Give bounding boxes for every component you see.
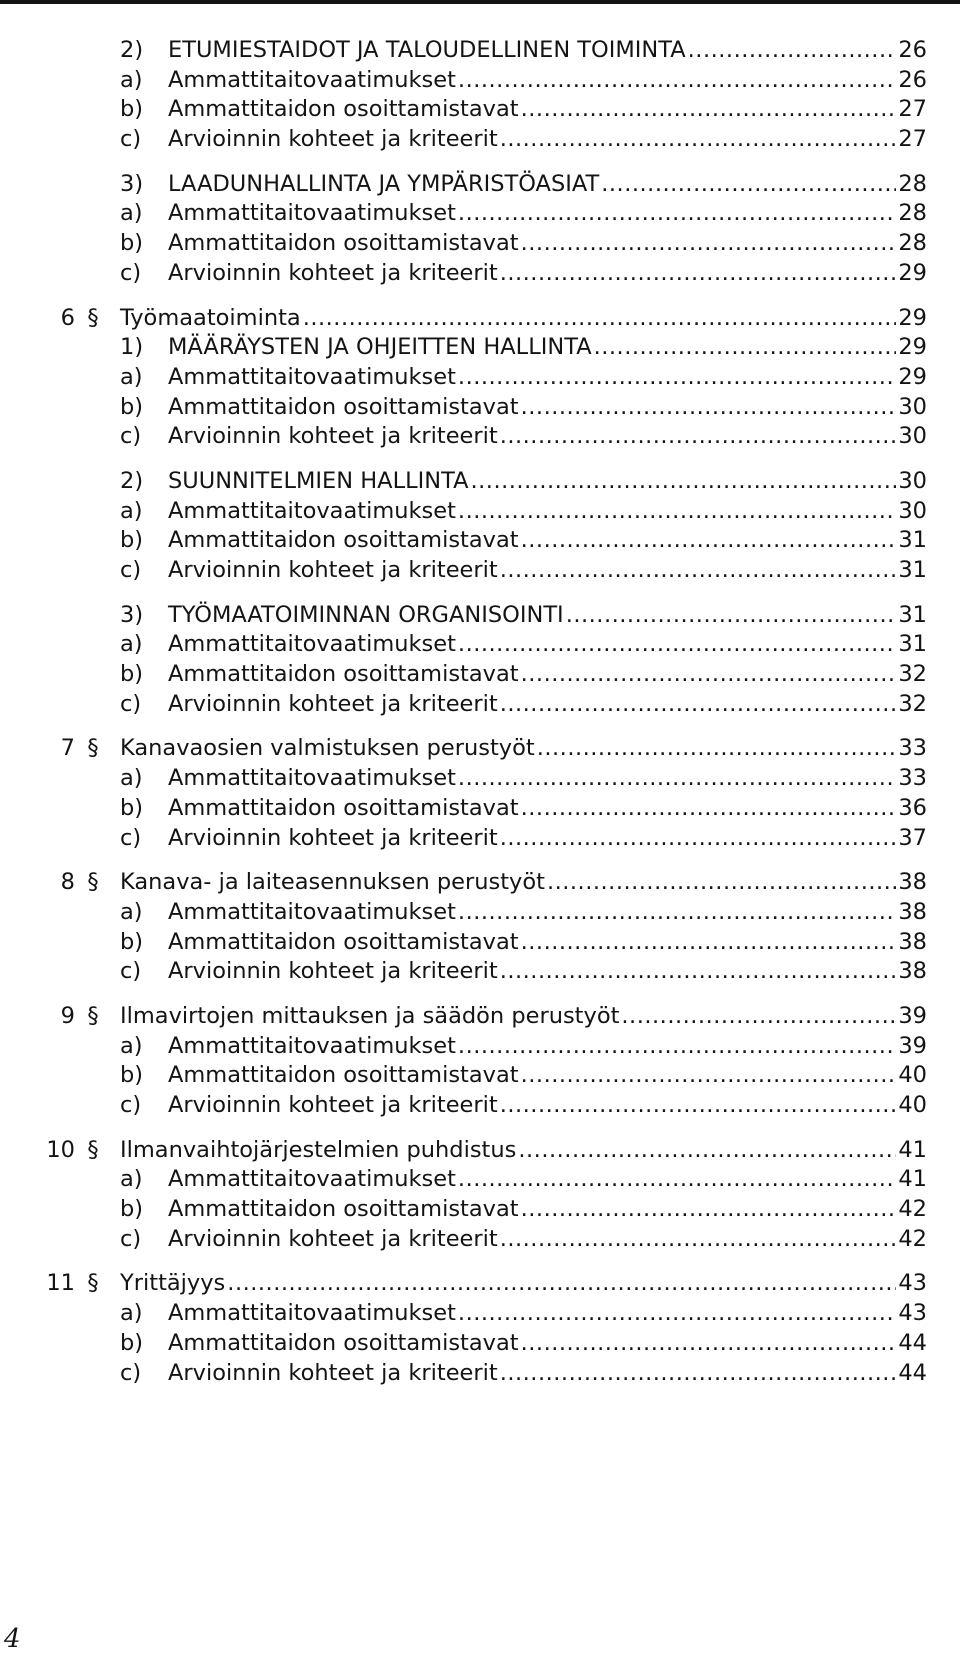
- entry-marker: b): [120, 527, 144, 554]
- toc-link[interactable]: [120, 229, 927, 259]
- page-ref: 41: [898, 1166, 927, 1193]
- dot-leader: [521, 794, 897, 824]
- dot-leader: [547, 868, 896, 898]
- entry-marker: 2): [120, 467, 144, 494]
- toc-link[interactable]: [120, 467, 927, 497]
- toc-link[interactable]: [120, 1299, 927, 1329]
- entry-title: Ammattitaidon osoittamistavat: [168, 794, 519, 821]
- entry-marker: b): [120, 1196, 144, 1223]
- toc-link[interactable]: [120, 422, 927, 452]
- toc-section-row: [0, 1136, 960, 1166]
- toc-entry-row: [0, 794, 960, 824]
- entry-marker: b): [120, 661, 144, 688]
- entry-title: Arvioinnin kohteet ja kriteerit: [168, 259, 498, 286]
- page-ref: 44: [898, 1329, 927, 1356]
- entry-marker: a): [120, 363, 143, 390]
- toc-entry-row: [0, 497, 960, 527]
- page-ref: 31: [898, 527, 927, 554]
- entry-marker: c): [120, 824, 142, 851]
- section-sign: §: [87, 869, 99, 896]
- entry-marker: b): [120, 393, 144, 420]
- dot-leader: [521, 393, 897, 423]
- entry-marker: c): [120, 1359, 142, 1386]
- entry-title: Työmaatoiminta: [120, 304, 301, 331]
- entry-marker: b): [120, 1329, 144, 1356]
- entry-title: SUUNNITELMIEN HALLINTA: [168, 467, 469, 494]
- toc-link[interactable]: [120, 66, 927, 96]
- section-number: 10: [46, 1136, 75, 1163]
- dot-leader: [500, 422, 897, 452]
- entry-marker: 1): [120, 334, 144, 361]
- entry-marker: b): [120, 96, 144, 123]
- dot-leader: [601, 170, 896, 200]
- page-ref: 37: [898, 824, 927, 851]
- section-number: 9: [60, 1002, 75, 1029]
- entry-title: Arvioinnin kohteet ja kriteerit: [168, 1225, 498, 1252]
- page-ref: 31: [898, 601, 927, 628]
- toc-link[interactable]: [120, 526, 927, 556]
- dot-leader: [521, 928, 897, 958]
- entry-marker: b): [120, 1062, 144, 1089]
- toc-entry-row: [0, 1091, 960, 1121]
- entry-title: Ammattitaidon osoittamistavat: [168, 393, 519, 420]
- toc-entry-row: [0, 1061, 960, 1091]
- page-ref: 28: [898, 170, 927, 197]
- toc-entry-row: [0, 824, 960, 854]
- page-ref: 43: [898, 1300, 927, 1327]
- dot-leader: [458, 363, 896, 393]
- dot-leader: [566, 601, 897, 631]
- toc-section-row: [0, 868, 960, 898]
- entry-title: Ammattitaidon osoittamistavat: [168, 527, 519, 554]
- page-ref: 30: [898, 393, 927, 420]
- dot-leader: [521, 526, 897, 556]
- toc-entry-row: [0, 363, 960, 393]
- entry-title: Ammattitaitovaatimukset: [168, 1166, 456, 1193]
- toc-entry-row: [0, 957, 960, 987]
- entry-title: LAADUNHALLINTA JA YMPÄRISTÖASIAT: [168, 170, 600, 197]
- toc-entry-row: [0, 393, 960, 423]
- entry-title: Arvioinnin kohteet ja kriteerit: [168, 958, 498, 985]
- page-ref: 32: [898, 690, 927, 717]
- dot-leader: [518, 1136, 896, 1166]
- section-number: 7: [60, 735, 75, 762]
- toc-link[interactable]: [120, 497, 927, 527]
- table-of-contents: [0, 36, 960, 1388]
- toc-link[interactable]: [120, 630, 927, 660]
- dot-leader: [458, 630, 896, 660]
- entry-marker: 3): [120, 601, 144, 628]
- entry-title: TYÖMAATOIMINNAN ORGANISOINTI: [168, 601, 564, 628]
- toc-link[interactable]: [120, 898, 927, 928]
- dot-leader: [500, 1359, 897, 1389]
- entry-marker: 2): [120, 37, 144, 63]
- toc-link[interactable]: [120, 690, 927, 720]
- dot-leader: [594, 333, 897, 363]
- section-sign: §: [87, 1002, 99, 1029]
- page-ref: 28: [898, 230, 927, 257]
- toc-link[interactable]: [120, 1091, 927, 1121]
- toc-entry-row: [0, 170, 960, 200]
- toc-link[interactable]: [120, 1269, 927, 1299]
- page-ref: 29: [898, 304, 927, 331]
- page-ref: 30: [898, 497, 927, 524]
- toc-entry-row: [0, 66, 960, 96]
- dot-leader: [458, 497, 896, 527]
- dot-leader: [500, 556, 897, 586]
- toc-link[interactable]: [120, 1225, 927, 1255]
- toc-link[interactable]: [120, 363, 927, 393]
- entry-marker: c): [120, 690, 142, 717]
- toc-entry-row: [0, 764, 960, 794]
- toc-entry-row: [0, 36, 960, 66]
- page-ref: 42: [898, 1196, 927, 1223]
- dot-leader: [521, 1195, 897, 1225]
- page-ref: 32: [898, 661, 927, 688]
- dot-leader: [521, 660, 897, 690]
- toc-link[interactable]: [120, 304, 927, 334]
- entry-marker: a): [120, 631, 143, 658]
- entry-title: MÄÄRÄYSTEN JA OHJEITTEN HALLINTA: [168, 334, 592, 361]
- dot-leader: [500, 125, 897, 155]
- toc-entry-row: [0, 1359, 960, 1389]
- dot-leader: [537, 734, 897, 764]
- page-ref: 29: [898, 334, 927, 361]
- toc-link[interactable]: [120, 1329, 927, 1359]
- entry-title: Ilmanvaihtojärjestelmien puhdistus: [120, 1136, 517, 1163]
- toc-entry-row: [0, 95, 960, 125]
- entry-title: Kanava- ja laiteasennuksen perustyöt: [120, 869, 545, 896]
- toc-link[interactable]: [120, 36, 927, 66]
- page-ref: 26: [898, 66, 927, 93]
- toc-section-row: [0, 1002, 960, 1032]
- toc-link[interactable]: [120, 660, 927, 690]
- entry-marker: c): [120, 958, 142, 985]
- entry-marker: c): [120, 259, 142, 286]
- entry-title: Ammattitaitovaatimukset: [168, 497, 456, 524]
- section-number: 11: [46, 1270, 75, 1297]
- entry-marker: c): [120, 557, 142, 583]
- dot-leader: [458, 1165, 896, 1195]
- toc-entry-row: [0, 259, 960, 289]
- toc-link[interactable]: [120, 393, 927, 423]
- toc-link[interactable]: [120, 95, 927, 125]
- toc-entry-row: [0, 630, 960, 660]
- entry-marker: b): [120, 928, 144, 955]
- entry-title: ETUMIESTAIDOT JA TALOUDELLINEN TOIMINTA: [168, 37, 686, 63]
- page-ref: 29: [898, 259, 927, 286]
- section-sign: §: [87, 304, 99, 331]
- entry-title: Arvioinnin kohteet ja kriteerit: [168, 423, 498, 450]
- entry-marker: a): [120, 1032, 143, 1059]
- page-ref: 33: [898, 765, 927, 792]
- entry-title: Arvioinnin kohteet ja kriteerit: [168, 690, 498, 717]
- page-ref: 28: [898, 200, 927, 227]
- entry-marker: a): [120, 1300, 143, 1327]
- entry-title: Ammattitaidon osoittamistavat: [168, 1329, 519, 1356]
- toc-entry-row: [0, 1032, 960, 1062]
- toc-entry-row: [0, 467, 960, 497]
- toc-link[interactable]: [120, 259, 927, 289]
- entry-title: Ammattitaidon osoittamistavat: [168, 1062, 519, 1089]
- toc-entry-row: [0, 1299, 960, 1329]
- toc-link[interactable]: [120, 734, 927, 764]
- page-ref: 39: [898, 1002, 927, 1029]
- section-sign: §: [87, 1270, 99, 1297]
- entry-marker: 3): [120, 170, 144, 197]
- page-ref: 44: [898, 1359, 927, 1386]
- page-ref: 38: [898, 869, 927, 896]
- top-rule: [0, 0, 960, 4]
- entry-marker: a): [120, 1166, 143, 1193]
- dot-leader: [521, 1061, 897, 1091]
- toc-link[interactable]: [120, 170, 927, 200]
- toc-link[interactable]: [120, 1002, 927, 1032]
- toc-link[interactable]: [120, 928, 927, 958]
- toc-entry-row: [0, 1165, 960, 1195]
- entry-title: Arvioinnin kohteet ja kriteerit: [168, 1092, 498, 1118]
- toc-link[interactable]: [120, 957, 927, 987]
- section-sign: §: [87, 735, 99, 762]
- page-ref: 31: [898, 557, 927, 583]
- toc-link[interactable]: [120, 199, 927, 229]
- page-ref: 40: [898, 1062, 927, 1089]
- toc-entry-row: [0, 928, 960, 958]
- page-ref: 30: [898, 467, 927, 494]
- entry-title: Ammattitaitovaatimukset: [168, 898, 456, 925]
- toc-entry-row: [0, 601, 960, 631]
- entry-title: Ammattitaitovaatimukset: [168, 765, 456, 792]
- toc-entry-row: [0, 422, 960, 452]
- entry-title: Ammattitaidon osoittamistavat: [168, 928, 519, 955]
- toc-entry-row: [0, 660, 960, 690]
- entry-marker: a): [120, 898, 143, 925]
- entry-title: Ammattitaidon osoittamistavat: [168, 661, 519, 688]
- section-sign: §: [87, 1136, 99, 1163]
- section-number: 8: [60, 869, 75, 896]
- toc-entry-row: [0, 1225, 960, 1255]
- toc-link[interactable]: [120, 824, 927, 854]
- toc-entry-row: [0, 199, 960, 229]
- toc-link[interactable]: [120, 333, 927, 363]
- dot-leader: [500, 1225, 897, 1255]
- toc-link[interactable]: [120, 1165, 927, 1195]
- page-ref: 38: [898, 958, 927, 985]
- dot-leader: [458, 898, 896, 928]
- entry-title: Arvioinnin kohteet ja kriteerit: [168, 824, 498, 851]
- toc-entry-row: [0, 229, 960, 259]
- entry-marker: c): [120, 423, 142, 450]
- entry-marker: c): [120, 1225, 142, 1252]
- dot-leader: [458, 1032, 896, 1062]
- entry-title: Ammattitaitovaatimukset: [168, 631, 456, 658]
- dot-leader: [621, 1002, 896, 1032]
- entry-title: Arvioinnin kohteet ja kriteerit: [168, 126, 498, 153]
- entry-title: Ammattitaitovaatimukset: [168, 200, 456, 227]
- toc-link[interactable]: [120, 601, 927, 631]
- toc-entry-row: [0, 556, 960, 586]
- toc-entry-row: [0, 125, 960, 155]
- entry-title: Ammattitaitovaatimukset: [168, 1300, 456, 1327]
- entry-title: Ammattitaitovaatimukset: [168, 1032, 456, 1059]
- dot-leader: [458, 66, 896, 96]
- entry-title: Ammattitaidon osoittamistavat: [168, 96, 519, 123]
- toc-entry-row: [0, 526, 960, 556]
- page-ref: 30: [898, 423, 927, 450]
- entry-title: Kanavaosien valmistuksen perustyöt: [120, 735, 535, 762]
- page-ref: 38: [898, 928, 927, 955]
- page-ref: 43: [898, 1270, 927, 1297]
- toc-section-row: [0, 734, 960, 764]
- toc-entry-row: [0, 1195, 960, 1225]
- dot-leader: [521, 1329, 897, 1359]
- entry-title: Arvioinnin kohteet ja kriteerit: [168, 557, 498, 583]
- page-ref: 42: [898, 1225, 927, 1252]
- dot-leader: [500, 957, 897, 987]
- toc-link[interactable]: [120, 764, 927, 794]
- entry-title: Yrittäjyys: [120, 1270, 226, 1297]
- page-ref: 38: [898, 898, 927, 925]
- dot-leader: [500, 824, 897, 854]
- toc-link[interactable]: [120, 556, 927, 586]
- entry-marker: c): [120, 126, 142, 153]
- page-number: 4: [4, 1624, 21, 1654]
- toc-link[interactable]: [120, 794, 927, 824]
- toc-link[interactable]: [120, 1061, 927, 1091]
- toc-link[interactable]: [120, 1032, 927, 1062]
- toc-link[interactable]: [120, 1195, 927, 1225]
- page-ref: 40: [898, 1092, 927, 1118]
- entry-title: Ammattitaidon osoittamistavat: [168, 230, 519, 257]
- toc-link[interactable]: [120, 125, 927, 155]
- dot-leader: [500, 1091, 897, 1121]
- toc-link[interactable]: [120, 1136, 927, 1166]
- entry-marker: a): [120, 200, 143, 227]
- page-ref: 31: [898, 631, 927, 658]
- page-ref: 39: [898, 1032, 927, 1059]
- dot-leader: [458, 764, 896, 794]
- dot-leader: [521, 229, 897, 259]
- toc-section-row: [0, 304, 960, 334]
- dot-leader: [471, 467, 897, 497]
- entry-marker: a): [120, 765, 143, 792]
- toc-entry-row: [0, 1329, 960, 1359]
- entry-marker: b): [120, 230, 144, 257]
- toc-entry-row: [0, 690, 960, 720]
- section-number: 6: [60, 304, 75, 331]
- entry-title: Ammattitaidon osoittamistavat: [168, 1196, 519, 1223]
- page-ref: 27: [898, 126, 927, 153]
- dot-leader: [500, 259, 897, 289]
- dot-leader: [458, 1299, 896, 1329]
- entry-title: Ilmavirtojen mittauksen ja säädön perustyöt: [120, 1002, 620, 1029]
- entry-marker: a): [120, 66, 143, 93]
- dot-leader: [521, 95, 897, 125]
- entry-marker: c): [120, 1092, 142, 1118]
- page-ref: 41: [898, 1136, 927, 1163]
- toc-link[interactable]: [120, 868, 927, 898]
- toc-link[interactable]: [120, 1359, 927, 1389]
- entry-marker: b): [120, 794, 144, 821]
- page-ref: 26: [898, 37, 927, 63]
- entry-title: Ammattitaitovaatimukset: [168, 66, 456, 93]
- page-ref: 29: [898, 363, 927, 390]
- page-ref: 27: [898, 96, 927, 123]
- page-ref: 36: [898, 794, 927, 821]
- entry-title: Arvioinnin kohteet ja kriteerit: [168, 1359, 498, 1386]
- dot-leader: [500, 690, 897, 720]
- page-ref: 33: [898, 735, 927, 762]
- toc-section-row: [0, 1269, 960, 1299]
- entry-title: Ammattitaitovaatimukset: [168, 363, 456, 390]
- dot-leader: [303, 304, 897, 334]
- dot-leader: [458, 199, 896, 229]
- toc-entry-row: [0, 333, 960, 363]
- dot-leader: [688, 36, 897, 66]
- dot-leader: [227, 1269, 896, 1299]
- entry-marker: a): [120, 497, 143, 524]
- toc-entry-row: [0, 898, 960, 928]
